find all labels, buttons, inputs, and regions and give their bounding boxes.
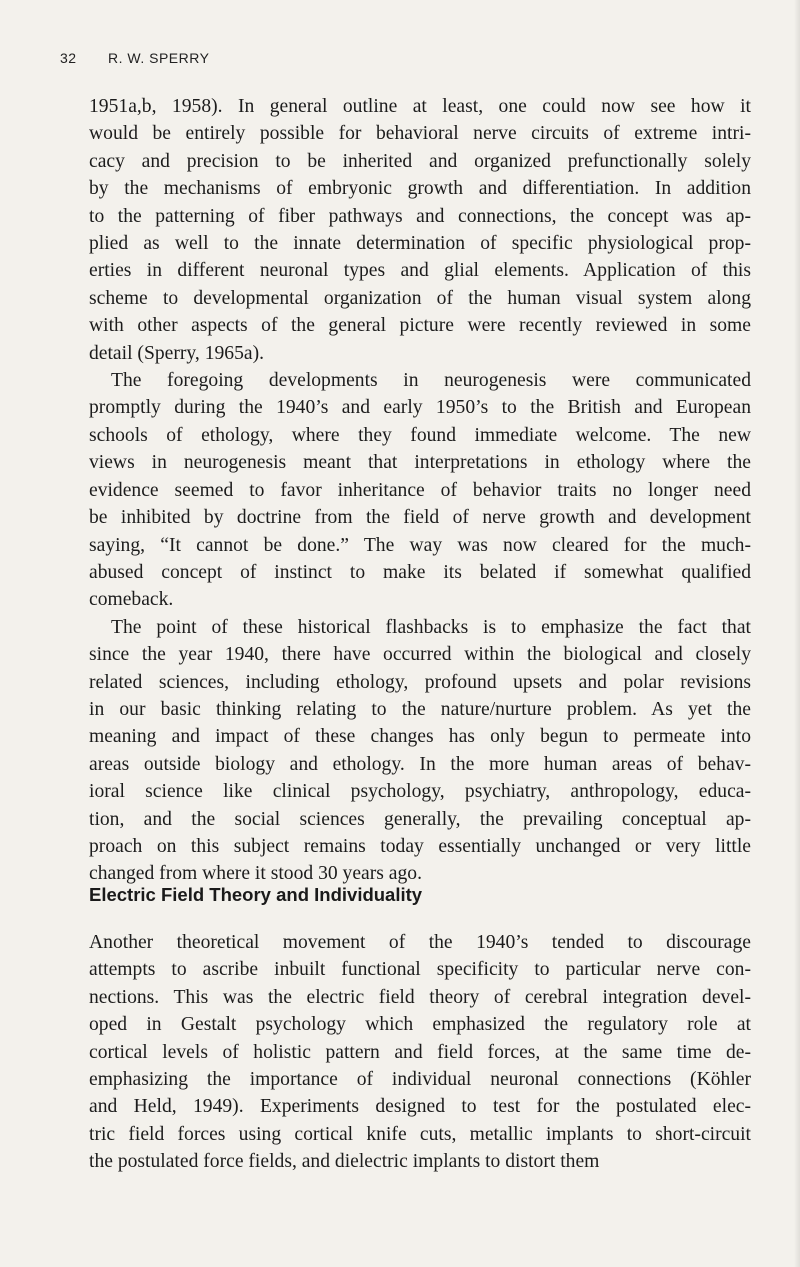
text-line: detail (Sperry, 1965a). [89,342,265,364]
body-text-bottom [89,929,751,1176]
page-number: 32 [60,50,77,66]
text-line: Another theoretical movement of the 1940’s tended to discourage [89,932,751,953]
text-line: saying, “It cannot be done.” The way was now cleared for the much- [89,534,751,556]
paragraph [89,93,751,367]
page-edge-shadow [794,0,800,1267]
text-line: the postulated force fields, and dielectric implants to distort them [89,1151,600,1173]
running-head-author: R. W. SPERRY [108,50,210,66]
text-line: related sciences, including ethology, profound upsets and polar revisions [89,671,751,693]
text-line: be inhibited by doctrine from the field of nerve growth and development [89,507,751,529]
section-heading: Electric Field Theory and Individuality [89,884,423,905]
text-line: promptly during the 1940’s and early 1950’s to the British and European [89,397,751,419]
text-line: cortical levels of holistic pattern and field forces, at the same time de- [89,1041,751,1063]
text-line: erties in different neuronal types and glial elements. Application of this [89,260,751,282]
text-line: ioral science like clinical psychology, psychiatry, anthropology, educa- [89,781,751,803]
text-line: plied as well to the innate determination of specific physiological prop- [89,233,751,255]
text-line: tion, and the social sciences generally, the prevailing conceptual ap- [89,808,751,830]
text-line: The point of these historical flashbacks is to emphasize the fact that [111,616,751,638]
text-line: comeback. [89,589,174,611]
running-head [60,50,209,66]
body-text-top [89,93,751,888]
text-line: tric field forces using cortical knife cuts, metallic implants to short-circuit [89,1123,751,1145]
text-line: The foregoing developments in neurogenesis were communicated [111,370,751,392]
text-line: and Held, 1949). Experiments designed to test for the postulated elec- [89,1096,751,1118]
paragraph [89,614,751,888]
text-line: to the patterning of fiber pathways and connections, the concept was ap- [89,205,751,227]
text-line: areas outside biology and ethology. In the more human areas of behav- [89,753,751,775]
text-line: would be entirely possible for behavioral nerve circuits of extreme intri- [89,123,751,145]
paragraph [89,929,751,1176]
paragraph [89,367,751,614]
text-line: since the year 1940, there have occurred within the biological and closely [89,644,751,666]
text-line: emphasizing the importance of individual neuronal connections (Köhler [89,1069,751,1091]
text-line: views in neurogenesis meant that interpretations in ethology where the [89,452,751,474]
text-line: by the mechanisms of embryonic growth and differentiation. In addition [89,178,751,200]
text-line: in our basic thinking relating to the nature/nurture problem. As yet the [89,698,751,720]
text-line: oped in Gestalt psychology which emphasized the regulatory role at [89,1014,751,1036]
text-line: nections. This was the electric field theory of cerebral integration devel- [89,986,751,1008]
text-line: abused concept of instinct to make its belated if somewhat qualified [89,561,751,583]
text-line: with other aspects of the general picture were recently reviewed in some [89,315,751,337]
text-line: schools of ethology, where they found immediate welcome. The new [89,424,751,446]
text-line: changed from where it stood 30 years ago. [89,863,422,885]
text-line: meaning and impact of these changes has only begun to permeate into [89,726,751,748]
text-line: evidence seemed to favor inheritance of behavior traits no longer need [89,479,751,501]
text-line: cacy and precision to be inherited and organized prefunctionally solely [89,150,751,172]
text-line: attempts to ascribe inbuilt functional specificity to particular nerve con- [89,959,751,981]
text-line: proach on this subject remains today essentially unchanged or very little [89,835,751,857]
text-line: 1951a,b, 1958). In general outline at least, one could now see how it [89,96,751,117]
text-line: scheme to developmental organization of the human visual system along [89,287,751,309]
